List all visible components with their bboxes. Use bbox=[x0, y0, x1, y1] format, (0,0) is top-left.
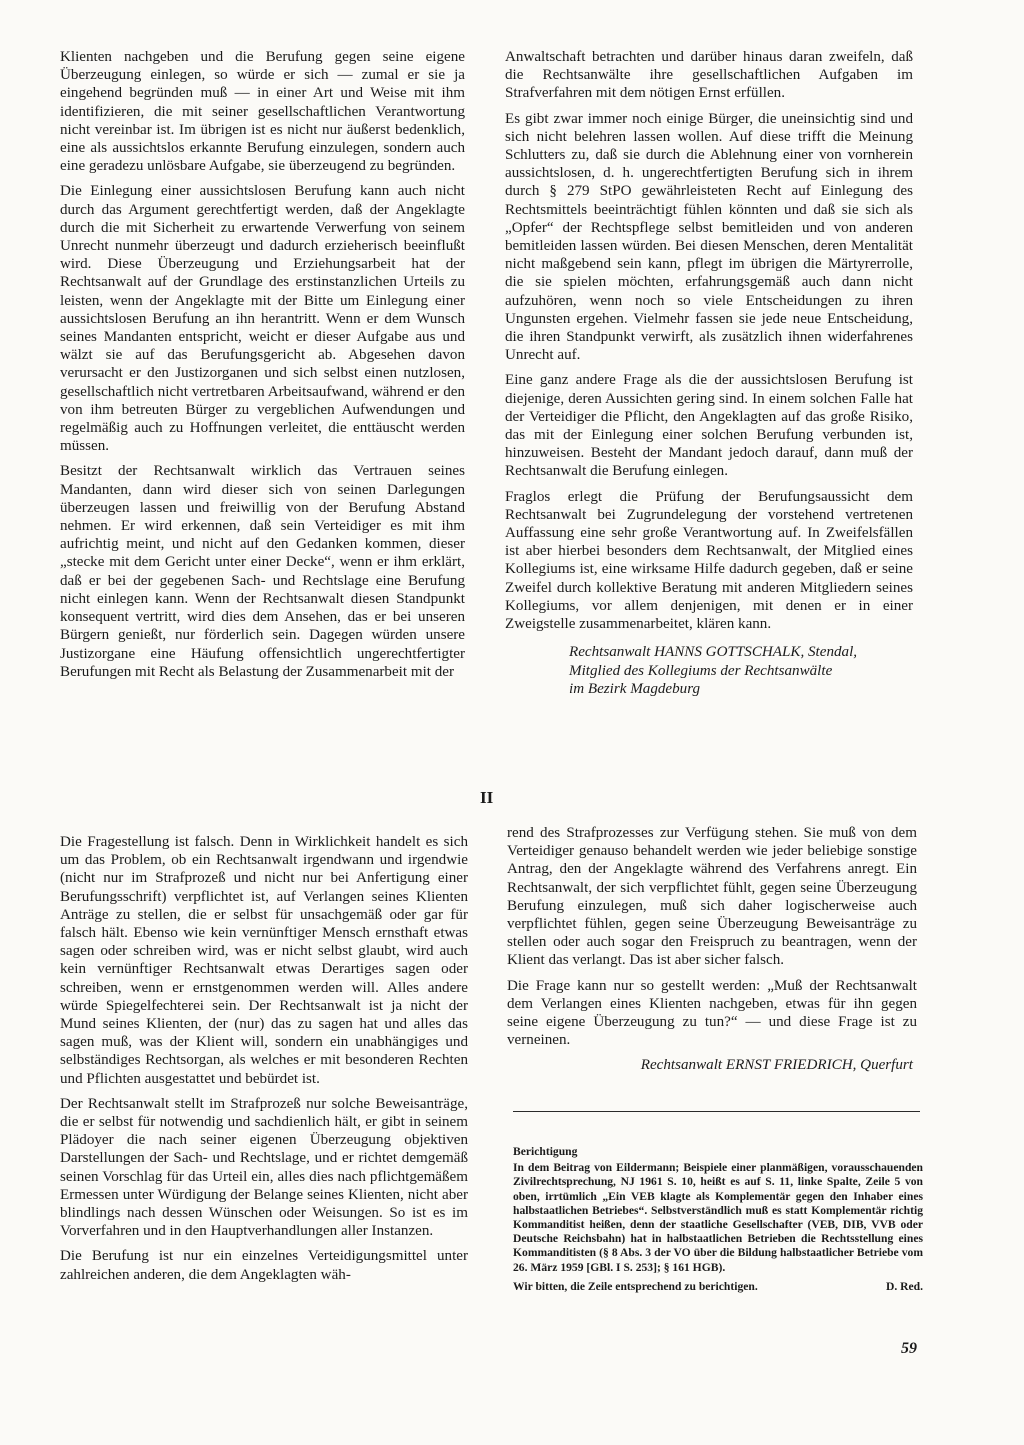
paragraph: Die Fragestellung ist falsch. Denn in Wirklichkeit handelt es sich um das Problem, ob ein Rechtsanwalt irgendwann und irgendwie (nicht nur im Strafprozeß und nicht nur bei Anfertigung einer Berufungsschrift) verpflichtet ist, auf Verlangen seines Klienten Anträge zu stellen, die er selbst für unsachgemäß oder gar für falsch hält. Ebenso wie kein vernünftiger Mensch ernsthaft etwas sagen oder schreiben wird, was er nicht selbst glaubt, wird auch kein vernünftiger Rechtsanwalt etwas Derartiges sagen oder schreiben, wenn er ernstgenommen werden will. Alles andere würde Spiegelfechterei sein. Der Rechtsanwalt ist ja nicht der Mund seines Klienten, der (nur) das zu sagen hat und alles das sagen muß, was der Klient will, sondern ein unabhängiges und selbständiges Rechtsorgan, als welches er mit besonderen Rechten und Pflichten ausgestattet und bebürdet ist. bbox=[60, 834, 468, 1087]
signature-line: im Bezirk Magdeburg bbox=[569, 681, 701, 698]
correction-notice bbox=[513, 1145, 923, 1294]
paragraph: Es gibt zwar immer noch einige Bürger, die uneinsichtig sind und sich nicht belehren lassen wollen. Auf diese trifft die Meinung Schlutters zu, daß sie durch die Ablehnung einer von vornherein aussichtslosen, d. h. ungerechtfertigten Berufung sich in ihrem durch § 279 StPO gewährleisteten Recht auf Einlegung des Rechtsmittels beeinträchtigt fühlen könnten und daß sie sich als „Opfer“ der Rechtspflege selbst bemitleiden und von anderen bemitleiden lassen würden. Bei diesen Menschen, deren Mentalität nicht maßgebend sein kann, pflegt im übrigen die Märtyrerrolle, die sie spielen möchten, erfahrungsgemäß auch dann nicht aufzuhören, wenn noch so viele Entscheidungen zu ihren Ungunsten ergehen. Vielmehr fassen sie jede neue Entscheidung, die ihren Standpunkt verwirft, als zusätzlich ihnen widerfahrenes Unrecht auf. bbox=[505, 110, 913, 364]
article2-left-column bbox=[60, 833, 468, 1291]
paragraph: Anwaltschaft betrachten und darüber hinaus daran zweifeln, daß die Rechtsanwälte ihre gesellschaftlichen Aufgaben im Strafverfahren mit dem nötigen Ernst erfüllen. bbox=[505, 49, 913, 102]
correction-footer bbox=[513, 1280, 923, 1294]
section-heading: II bbox=[480, 788, 494, 807]
signature-line: Rechtsanwalt HANNS GOTTSCHALK, Stendal, bbox=[569, 644, 858, 661]
author-signature-gottschalk bbox=[569, 643, 913, 698]
paragraph: Der Rechtsanwalt stellt im Strafprozeß nur solche Beweisanträge, die er selbst für notwendig und sachdienlich hält, er gibt in seinem Plädoyer die nach seiner eigenen Überzeugung objektiven Darstellungen der Sach- und Rechtslage, und er richtet demgemäß seinen Vorschlag für das Urteil ein, alles dies nach pflichtgemäßem Ermessen unter Würdigung der Belange seines Klienten, nicht aber blindlings nach dessen Wünschen oder Weisungen. So ist es im Vorverfahren und in den Hauptverhandlungen aller Instanzen. bbox=[60, 1095, 468, 1240]
page-number: 59 bbox=[901, 1340, 917, 1357]
paragraph: Eine ganz andere Frage als die der aussichtslosen Berufung ist diejenige, deren Aussichten gering sind. In einem solchen Falle hat der Verteidiger die Pflicht, den Angeklagten auf das große Risiko, das mit der Einlegung einer solchen Berufung verbunden ist, hinzuweisen. Besteht der Mandant jedoch darauf, dann muß der Rechtsanwalt die Berufung einlegen. bbox=[505, 372, 913, 480]
signature-line: Mitglied des Kollegiums der Rechtsanwälte bbox=[569, 662, 833, 679]
article2-right-column bbox=[507, 824, 917, 1075]
correction-closing: Wir bitten, die Zeile entsprechend zu berichtigen. bbox=[513, 1279, 758, 1293]
correction-text: In dem Beitrag von Eildermann; Beispiele einer planmäßigen, vorausschauenden Zivilrechtsprechung, NJ 1961 S. 10, heißt es auf S. 11, linke Spalte, Zeile 5 von oben, irrtümlich „Ein VEB klagte als Komplementär gegen den Inhaber eines halbstaatlichen Betriebes“. Selbstverständlich muß es statt Komplementär richtig Kommanditist heißen, denn der staatliche Gesellschafter (VEB, DIB, VVB oder Deutsche Reichsbahn) hat in halbstaatlichen Betrieben die Rechtsstellung eines Kommanditisten (§ 8 Abs. 3 der VO über die Bildung halbstaatlicher Betriebe vom 26. März 1959 [GBl. I S. 253]; § 161 HGB). bbox=[513, 1161, 923, 1274]
article1-right-column bbox=[505, 48, 913, 699]
paragraph: Die Frage kann nur so gestellt werden: „Muß der Rechtsanwalt dem Verlangen eines Klienten nachgeben, etwas für ihn gegen seine eigene Überzeugung zu tun?“ — und diese Frage ist zu verneinen. bbox=[507, 977, 917, 1049]
editorial-signoff: D. Red. bbox=[885, 1279, 923, 1293]
correction-title: Berichtigung bbox=[513, 1145, 578, 1158]
paragraph: Besitzt der Rechtsanwalt wirklich das Vertrauen seines Mandanten, dann wird dieser sich von seinen Darlegungen überzeugen lassen und freiwillig von der Berufung Abstand nehmen. Er wird erkennen, daß sein Verteidiger es mit ihm aufrichtig meint, und nicht auf den Gedanken kommen, dieser „stecke mit dem Gericht unter einer Decke“, wenn er ihm erklärt, daß er bei der gegebenen Sach- und Rechtslage eine Berufung nicht einlegen kann. Wenn der Rechtsanwalt diesen Standpunkt konsequent vertritt, wird dies dem Ansehen, das er bei unseren Bürgern genießt, nur förderlich sein. Dagegen würden unsere Justizorgane eine Häufung offensichtlich ungerechtfertigter Berufungen mit Recht als Belastung der Zusammenarbeit mit der bbox=[60, 463, 465, 680]
paragraph: Fraglos erlegt die Prüfung der Berufungsaussicht dem Rechtsanwalt bei Zugrundelegung der vorstehend vertretenen Auffassung eine sehr große Verantwortung auf. In Zweifelsfällen ist aber hierbei besonders dem Rechtsanwalt, der Mitglied eines Kollegiums ist, eine wirksame Hilfe dadurch gegeben, daß er seine Zweifel durch kollektive Beratung mit anderen Mitgliedern seines Kollegiums, vor allem denjenigen, mit denen er in einer Zweigstelle zusammenarbeitet, klären kann. bbox=[505, 488, 913, 633]
author-signature-friedrich: Rechtsanwalt ERNST FRIEDRICH, Querfurt bbox=[640, 1057, 913, 1074]
paragraph: rend des Strafprozesses zur Verfügung stehen. Sie muß von dem Verteidiger genauso behandelt werden wie jeder beliebige sonstige Antrag, den der Angeklagte während des Verfahrens anregt. Ein Rechtsanwalt, der sich verpflichtet fühlt, gegen seine Überzeugung Berufung einzulegen, muß sich daher logischerweise auch verpflichtet fühlen, gegen seine Überzeugung Beweisanträge zu stellen oder auch sogar den Freispruch zu beantragen, wenn der Klient das verlangt. Das ist aber sicher falsch. bbox=[507, 825, 917, 969]
divider-rule bbox=[513, 1111, 920, 1112]
article1-left-column bbox=[60, 48, 465, 688]
paragraph: Die Berufung ist nur ein einzelnes Verteidigungsmittel unter zahlreichen anderen, die dem Angeklagten wäh- bbox=[60, 1248, 468, 1283]
paragraph: Die Einlegung einer aussichtslosen Berufung kann auch nicht durch das Argument gerechtfertigt werden, daß der Angeklagte durch die mit Sicherheit zu erwartende Verwerfung von seinem Unrecht nunmehr überzeugt und dadurch erzieherisch beeinflußt wird. Diese Überzeugung und Erziehungsarbeit hat der Rechtsanwalt auf der Grundlage des erstinstanzlichen Urteils zu leisten, wenn der Angeklagte mit der Bitte um Einlegung einer aussichtslosen Berufung an ihn herantritt. Wenn er dem Wunsch seines Mandanten entspricht, weicht er dieser Aufgabe aus und wälzt sie auf das Berufungsgericht ab. Abgesehen davon verursacht er den Justizorganen und sich selbst einen nutzlosen, gesellschaftlich nicht vertretbaren Arbeitsaufwand, während er den von ihm betreuten Bürger zu vergeblichen Aufwendungen und regelmäßig auch zu Hoffnungen verleitet, die enttäuscht werden müssen. bbox=[60, 183, 465, 455]
paragraph: Klienten nachgeben und die Berufung gegen seine eigene Überzeugung einlegen, so würde er sich — zumal er sie ja eingehend begründen muß — in einer Art und Weise mit ihm identifizieren, die mit seiner gesellschaftlichen Verantwortung nicht vereinbar ist. Im übrigen ist es nicht nur äußerst bedenklich, eine als aussichtslos erkannte Berufung einzulegen, sondern auch eine geradezu unlösbare Aufgabe, sie überzeugend zu begründen. bbox=[60, 49, 465, 175]
